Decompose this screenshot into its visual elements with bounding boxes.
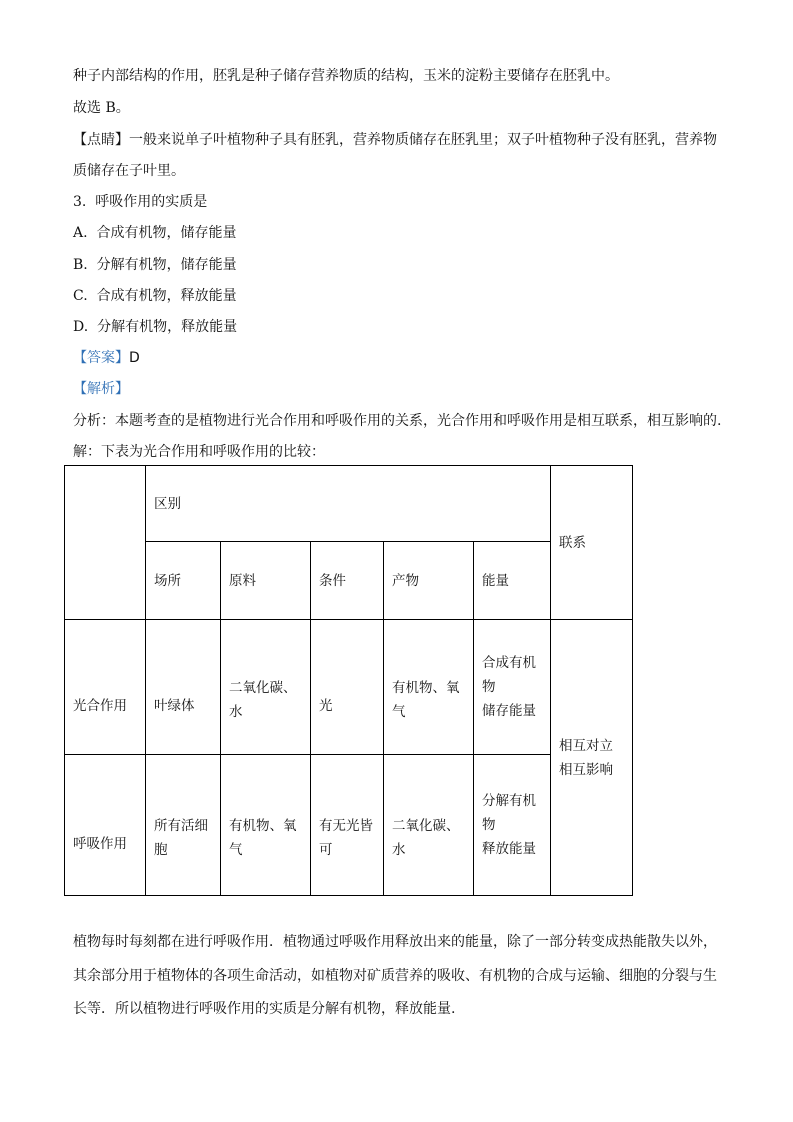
option-text: 分解有机物，释放能量: [97, 319, 238, 335]
paragraph-choice-b: 故选 B。: [73, 100, 130, 116]
question-number: 3.: [73, 194, 87, 210]
question-text: 呼吸作用的实质是: [95, 194, 208, 210]
cell-text: 所有活细: [154, 817, 208, 834]
cell-text: 相互影响: [559, 761, 614, 778]
answer-line: [73, 348, 140, 368]
paragraph-endosperm: 种子内部结构的作用，胚乳是种子储存营养物质的结构，玉米的淀粉主要储存在胚乳中。: [73, 68, 619, 84]
column-condition: 条件: [311, 542, 384, 620]
option-letter: C.: [73, 288, 88, 304]
table-header-row: [65, 466, 633, 542]
cell-text: 释放能量: [482, 841, 536, 857]
tip-tag: 【点睛】: [73, 132, 129, 148]
cell-text: 分解有机: [482, 793, 536, 809]
table-corner-cell: [65, 466, 146, 620]
cell-text: 合成有机: [482, 655, 536, 671]
cell-text: 气: [229, 841, 243, 858]
analysis-tag: 【解析】: [73, 381, 129, 397]
cell-text: 有机物、氧: [229, 817, 297, 834]
cell-product: [384, 755, 474, 896]
cell-text: 胞: [154, 841, 168, 858]
analysis-line-1: 分析：本题考查的是植物进行光合作用和呼吸作用的关系，光合作用和呼吸作用是相互联系，相互影响的.: [73, 413, 722, 429]
cell-text: 水: [229, 703, 243, 720]
column-material: 原料: [221, 542, 311, 620]
column-energy: 能量: [474, 542, 551, 620]
cell-text: 二氧化碳、: [229, 679, 297, 696]
cell-text: 气: [392, 703, 406, 720]
option-b: [73, 255, 237, 275]
cell-place: 叶绿体: [146, 620, 221, 755]
option-c: [73, 286, 237, 306]
tip-line-1: [73, 130, 717, 150]
option-letter: D.: [73, 319, 89, 335]
cell-product: [384, 620, 474, 755]
cell-text: 物: [482, 817, 496, 833]
row-respiration: 呼吸作用: [65, 755, 146, 896]
cell-text: 有无光皆: [319, 817, 373, 834]
option-text: 合成有机物，储存能量: [96, 225, 237, 241]
column-product: 产物: [384, 542, 474, 620]
option-text: 合成有机物，释放能量: [96, 288, 237, 304]
tip-line-2: 质储存在子叶里。: [73, 163, 185, 179]
column-place: 场所: [146, 542, 221, 620]
cell-condition: 光: [311, 620, 384, 755]
table-row: [65, 620, 633, 755]
cell-place: [146, 755, 221, 896]
cell-energy: [474, 755, 551, 896]
cell-text: 二氧化碳、: [392, 817, 460, 834]
cell-material: [221, 755, 311, 896]
cell-text: 可: [319, 841, 333, 858]
answer-tag: 【答案】: [73, 350, 129, 366]
cell-condition: [311, 755, 384, 896]
cell-text: 有机物、氧: [392, 679, 460, 696]
cell-energy: [474, 620, 551, 755]
option-a: [73, 223, 236, 243]
cell-text: 相互对立: [559, 737, 614, 754]
header-link: 联系: [551, 466, 633, 620]
answer-value: D: [129, 350, 140, 366]
analysis-line-2: 解：下表为光合作用和呼吸作用的比较：: [73, 444, 325, 460]
option-d: [73, 317, 237, 337]
table-row: [65, 755, 633, 896]
table-column-row: [65, 542, 633, 620]
conclusion-line-3: 长等．所以植物进行呼吸作用的实质是分解有机物，释放能量.: [73, 1001, 456, 1017]
comparison-table: [64, 465, 633, 896]
tip-text-1: 一般来说单子叶植物种子具有胚乳，营养物质储存在胚乳里；双子叶植物种子没有胚乳，营养物: [129, 132, 717, 148]
question-stem: [73, 192, 207, 212]
conclusion-line-2: 其余部分用于植物体的各项生命活动，如植物对矿质营养的吸收、有机物的合成与运输、细胞的分裂与生: [73, 968, 717, 984]
conclusion-line-1: 植物每时每刻都在进行呼吸作用．植物通过呼吸作用释放出来的能量，除了一部分转变成热能散失以外，: [73, 934, 717, 950]
cell-link: [551, 620, 633, 896]
cell-text: 水: [392, 841, 406, 858]
row-photosynthesis: 光合作用: [65, 620, 146, 755]
option-letter: A.: [73, 225, 88, 241]
option-letter: B.: [73, 257, 88, 273]
option-text: 分解有机物，储存能量: [96, 257, 237, 273]
cell-material: [221, 620, 311, 755]
cell-text: 储存能量: [482, 703, 536, 719]
cell-text: 物: [482, 679, 496, 695]
header-distinction: 区别: [146, 466, 551, 542]
